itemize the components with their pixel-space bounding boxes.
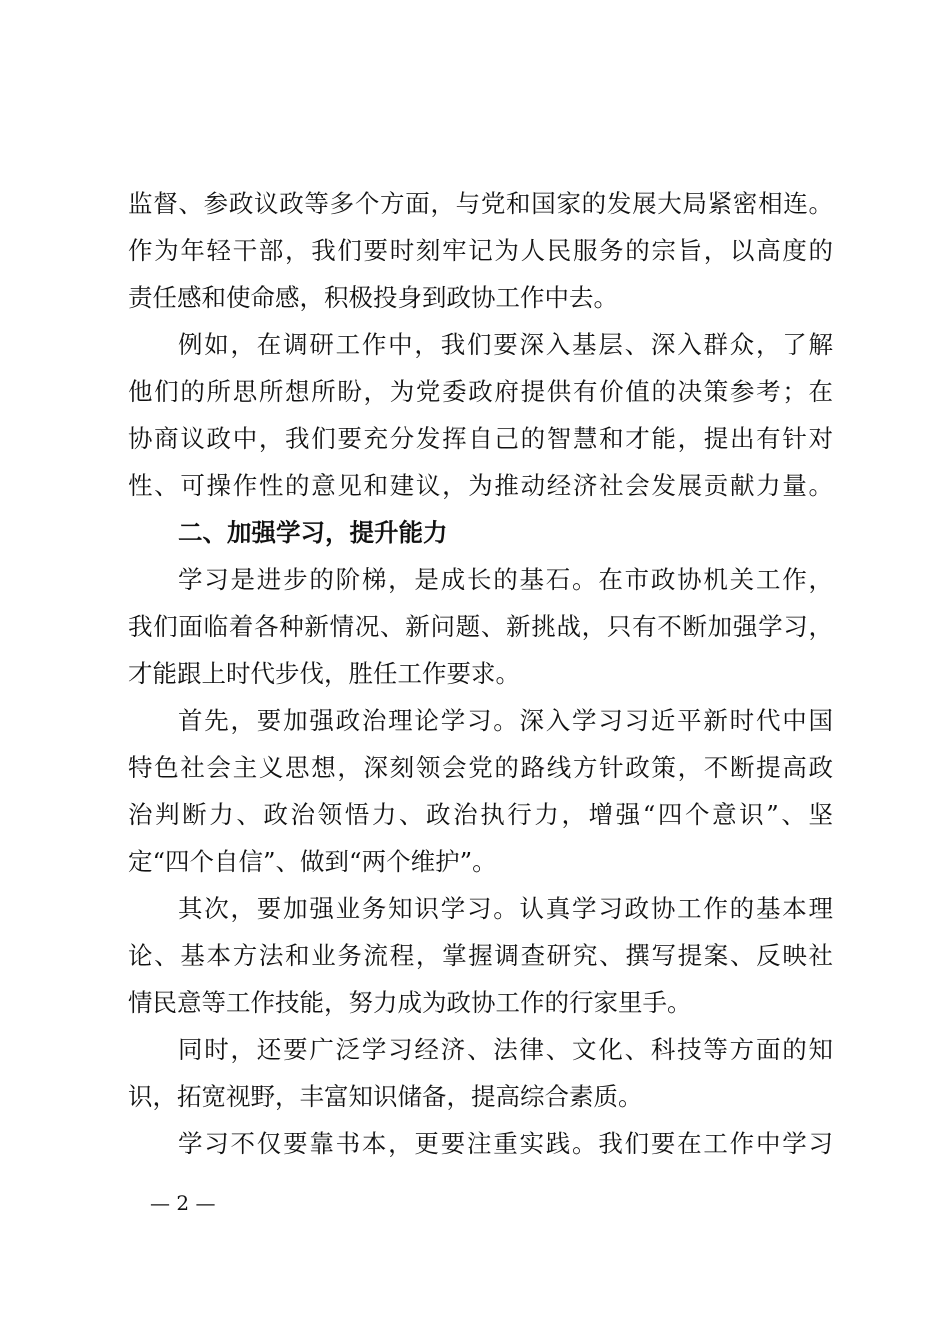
body-line: 其次，要加强业务知识学习。认真学习政协工作的基本理 [178, 894, 833, 923]
body-line: 才能跟上时代步伐，胜任工作要求。 [128, 659, 520, 688]
body-line: 特色社会主义思想，深刻领会党的路线方针政策，不断提高政 [128, 753, 833, 782]
body-line: 同时，还要广泛学习经济、法律、文化、科技等方面的知 [178, 1035, 833, 1064]
body-line: 性、可操作性的意见和建议，为推动经济社会发展贡献力量。 [128, 471, 833, 500]
body-line: 情民意等工作技能，努力成为政协工作的行家里手。 [128, 988, 692, 1017]
body-line: 学习不仅要靠书本，更要注重实践。我们要在工作中学习 [178, 1129, 833, 1158]
body-line: 责任感和使命感，积极投身到政协工作中去。 [128, 283, 618, 312]
body-line: 学习是进步的阶梯，是成长的基石。在市政协机关工作， [178, 565, 833, 594]
body-line: 论、基本方法和业务流程，掌握调查研究、撰写提案、反映社 [128, 941, 833, 970]
body-line: 识，拓宽视野，丰富知识储备，提高综合素质。 [128, 1082, 643, 1111]
body-line: 首先，要加强政治理论学习。深入学习习近平新时代中国 [178, 706, 833, 735]
body-line: 定“四个自信”、做到“两个维护”。 [128, 847, 497, 876]
page-number: — 2 — [150, 1191, 216, 1215]
body-line: 治判断力、政治领悟力、政治执行力，增强“四个意识”、坚 [128, 800, 833, 829]
body-line: 我们面临着各种新情况、新问题、新挑战，只有不断加强学习， [128, 612, 833, 641]
section-heading: 二、加强学习，提升能力 [178, 518, 448, 547]
body-line: 作为年轻干部，我们要时刻牢记为人民服务的宗旨，以高度的 [128, 236, 833, 265]
body-line: 例如，在调研工作中，我们要深入基层、深入群众，了解 [178, 330, 833, 359]
body-line: 他们的所思所想所盼，为党委政府提供有价值的决策参考；在 [128, 377, 833, 406]
body-line: 监督、参政议政等多个方面，与党和国家的发展大局紧密相连。 [128, 189, 833, 218]
body-line: 协商议政中，我们要充分发挥自己的智慧和才能，提出有针对 [128, 424, 833, 453]
